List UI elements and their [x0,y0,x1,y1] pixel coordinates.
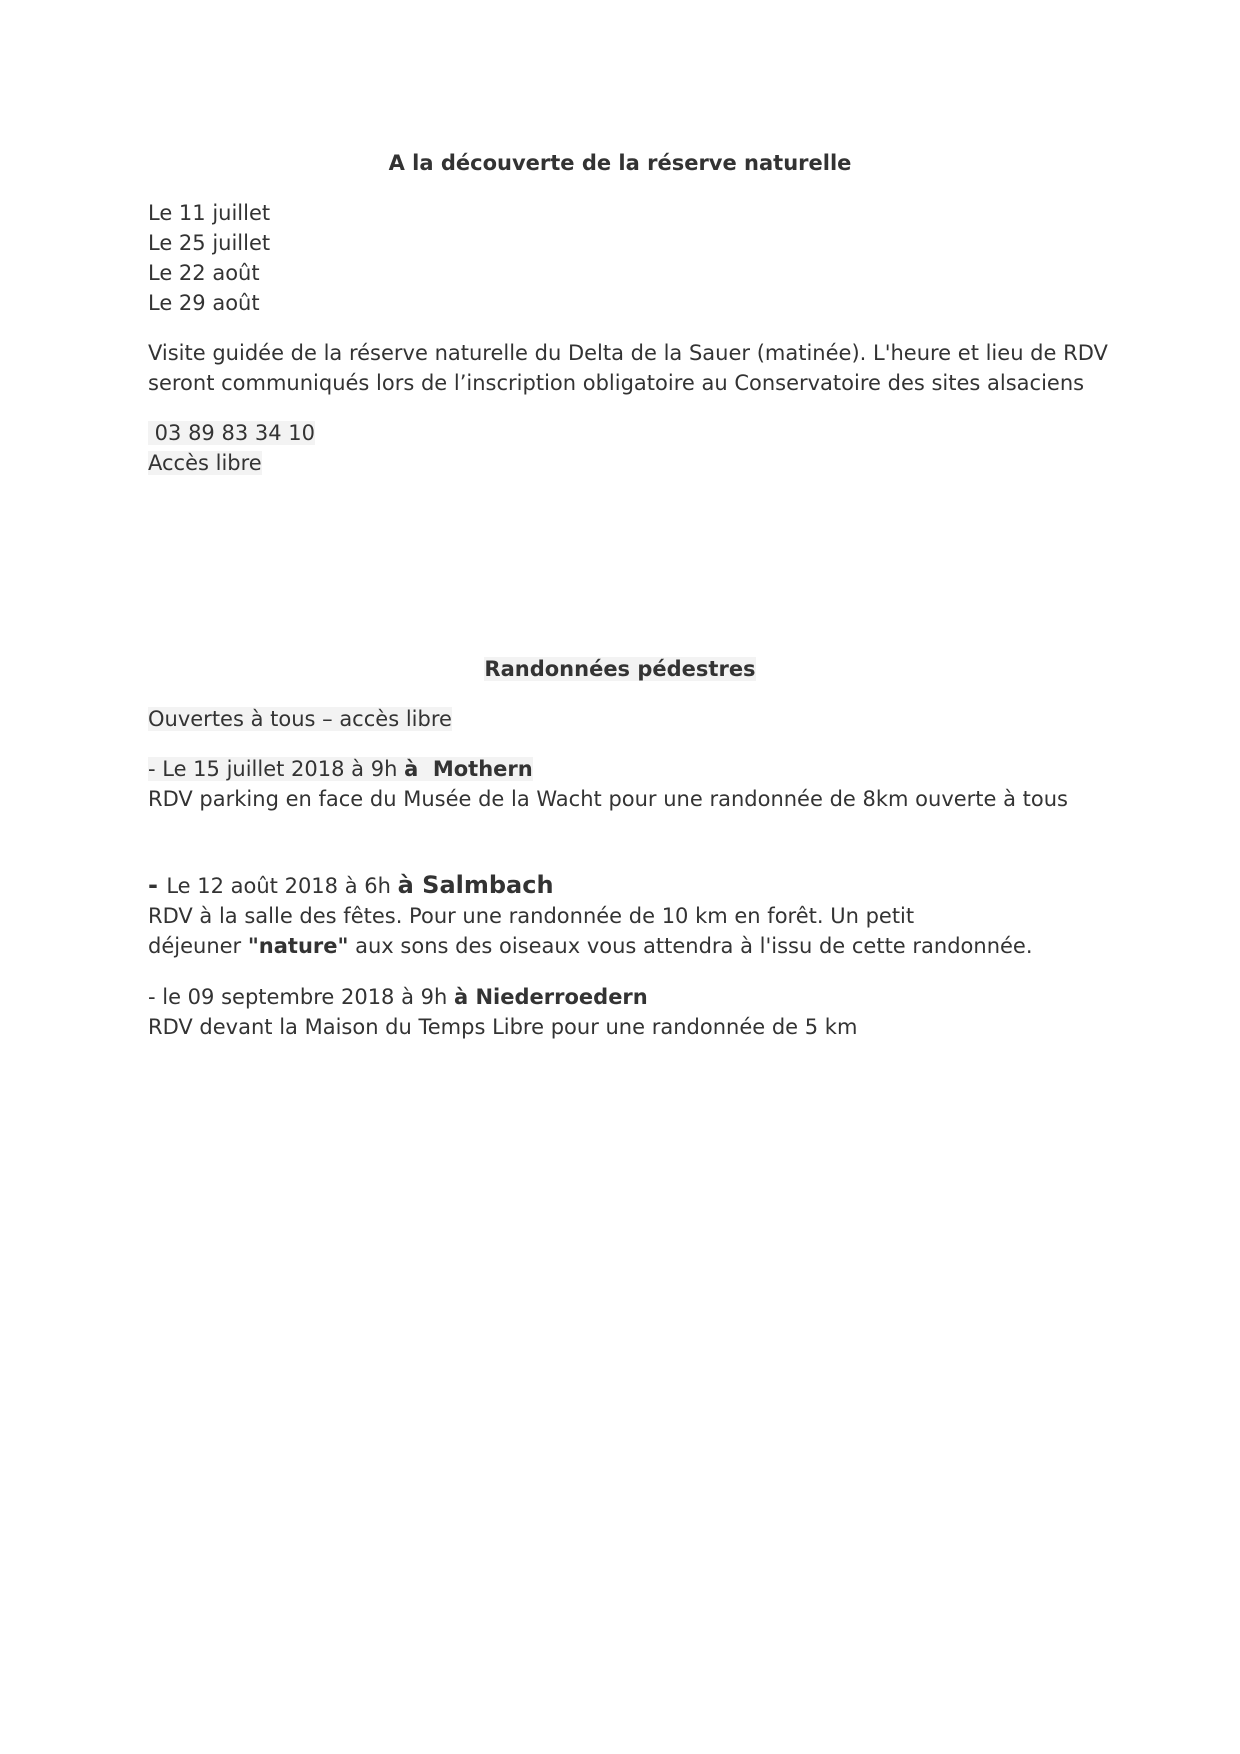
description-line: Visite guidée de la réserve naturelle du Delta de la Sauer (matinée). L'heure et lieu de RDV [148,341,1108,365]
phone-number: 03 89 83 34 10 [148,421,315,445]
hike-detail: RDV à la salle des fêtes. Pour une randonnée de 10 km en forêt. Un petit [148,904,915,928]
date-item: Le 25 juillet [148,231,271,255]
section2-intro [148,704,1092,734]
access-label: Accès libre [148,451,262,475]
section1-contact [148,418,1092,478]
hike-date: Le 12 août 2018 à 6h [166,874,398,898]
hike-detail-bold: "nature" [247,934,349,958]
description-line: seront communiqués lors de l’inscription obligatoire au Conservatoire des sites alsaciens [148,371,1085,395]
date-item: Le 11 juillet [148,201,271,225]
date-item: Le 29 août [148,291,260,315]
hike-detail: RDV devant la Maison du Temps Libre pour une randonnée de 5 km [148,1015,858,1039]
hike-place: à Salmbach [397,871,554,899]
hike-item [148,754,1092,814]
section2-title [148,654,1092,684]
section1-title: A la découverte de la réserve naturelle [388,151,852,175]
section1-description [148,338,1108,398]
hike-detail-part: déjeuner [148,934,248,958]
section1-dates [148,198,1092,318]
hike-item [148,870,1092,961]
hike-place: à Niederroedern [454,985,648,1009]
hike-place: à Mothern [404,757,533,781]
intro-text: Ouvertes à tous – accès libre [148,707,452,731]
date-item: Le 22 août [148,261,260,285]
hike-detail-part: aux sons des oiseaux vous attendra à l'issu de cette randonnée. [348,934,1033,958]
hike-item [148,982,1092,1042]
hike-dash: - [148,871,167,899]
section2-title-text: Randonnées pédestres [484,657,756,681]
hike-date: - le 09 septembre 2018 à 9h [148,985,454,1009]
hike-date: - Le 15 juillet 2018 à 9h [148,757,405,781]
hike-detail: RDV parking en face du Musée de la Wacht pour une randonnée de 8km ouverte à tous [148,787,1069,811]
